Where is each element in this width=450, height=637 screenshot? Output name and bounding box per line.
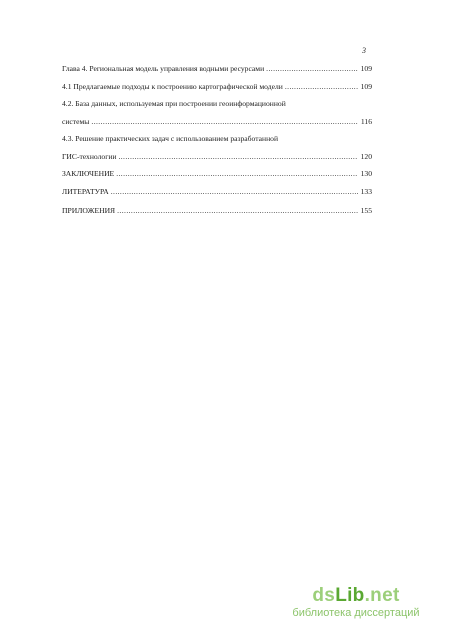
toc-entry-page: 133 [360, 187, 372, 196]
toc-entry-title: ПРИЛОЖЕНИЯ [62, 206, 116, 215]
toc-entry-page: 109 [360, 82, 372, 91]
toc-entry-title: ЛИТЕРАТУРА [62, 187, 109, 196]
toc-entry-conclusion[interactable] [62, 169, 372, 179]
toc-entry-title-line1: 4.3. Решение практических задач с использованием разработанной [62, 134, 279, 143]
toc-entry-4-1[interactable] [62, 82, 372, 92]
toc-entry-page: 120 [360, 152, 372, 161]
toc-entry-title: системы [62, 117, 90, 126]
toc-entry-title: 4.1 Предлагаемые подходы к построению картографической модели [62, 82, 283, 91]
toc-entry-title-line1: 4.2. База данных, используемая при построении геоинформационной [62, 99, 286, 108]
logo-lib: Lib [335, 585, 365, 606]
toc-entry-title: ГИС-технологии [62, 152, 117, 161]
toc-leader-dots [266, 64, 358, 74]
toc-entry-page: 130 [360, 169, 372, 178]
logo-net: .net [364, 585, 400, 606]
toc-entry-title: ЗАКЛЮЧЕНИЕ [62, 169, 115, 178]
toc-entry-page: 116 [360, 117, 372, 126]
toc-leader-dots [118, 152, 358, 162]
page-number: 3 [362, 46, 366, 55]
dslib-logo [268, 586, 444, 606]
toc-entry-title: Глава 4. Региональная модель управления водными ресурсами [62, 64, 265, 73]
toc-entry-appendices[interactable] [62, 206, 372, 216]
toc-leader-dots [117, 206, 358, 216]
toc-entry-chapter-4[interactable] [62, 64, 372, 74]
toc-entry-4-2[interactable] [62, 99, 372, 127]
toc-leader-dots [111, 187, 358, 197]
toc-entry-page: 109 [360, 64, 372, 73]
dslib-watermark [268, 586, 444, 620]
toc-entry-literature[interactable] [62, 187, 372, 197]
toc-leader-dots [91, 117, 358, 127]
toc-entry-page: 155 [360, 206, 372, 215]
toc-entry-4-3[interactable] [62, 134, 372, 162]
toc-leader-dots [285, 82, 358, 92]
dslib-tagline: библиотека диссертаций [292, 607, 420, 619]
toc-leader-dots [116, 169, 358, 179]
logo-ds: ds [312, 585, 336, 606]
